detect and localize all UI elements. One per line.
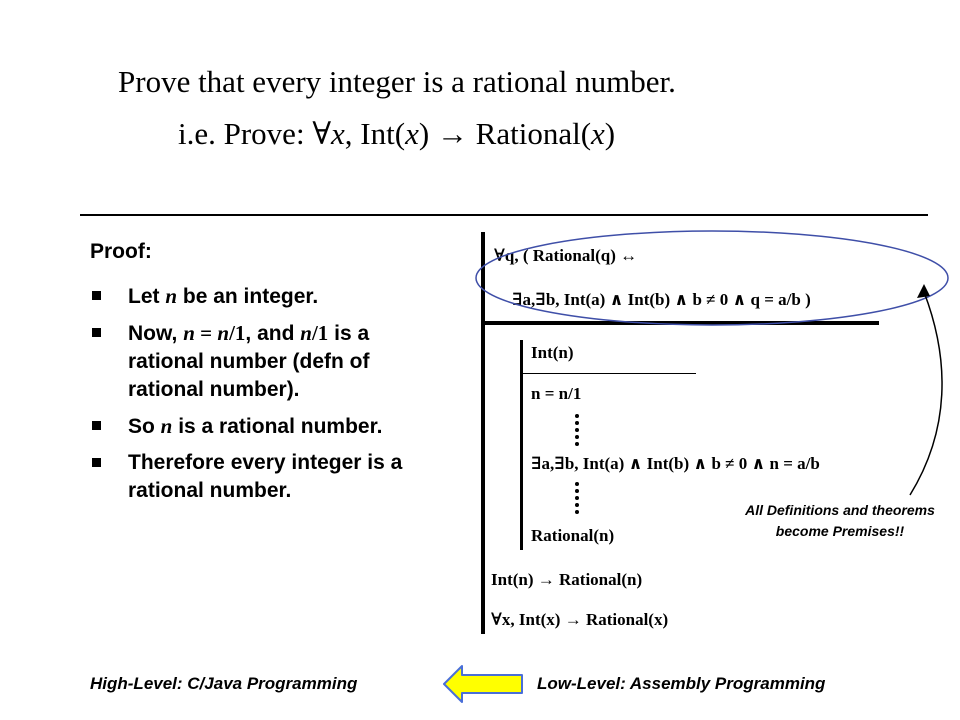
subtitle-prefix: i.e. Prove: <box>178 116 313 151</box>
annotation-arrow <box>900 280 960 500</box>
forall-symbol: ∀ <box>312 116 332 151</box>
footer-left-label: High-Level: C/Java Programming <box>90 674 358 693</box>
bullet-square-icon <box>92 291 101 300</box>
proof-bullet: Let n be an integer. <box>90 282 430 311</box>
bullet-square-icon <box>92 458 101 467</box>
proof-bullet: So n is a rational number. <box>90 412 430 441</box>
proof-heading: Proof: <box>90 240 152 263</box>
title-divider <box>80 214 928 216</box>
proof-bullet: Now, n = n/1, and n/1 is a rational number (defn of rational number). <box>90 319 430 404</box>
assumption-divider <box>522 373 696 374</box>
derivation-step: ∃a,∃b, Int(a) ∧ Int(b) ∧ b ≠ 0 ∧ n = a/b <box>531 454 820 473</box>
vertical-ellipsis-icon <box>575 414 579 449</box>
slide-title: Prove that every integer is a rational number. <box>118 64 676 99</box>
premise-ellipse <box>472 226 956 334</box>
assumption-line: Int(n) <box>531 343 574 362</box>
derivation-step: n = n/1 <box>531 384 582 403</box>
premise-line: ∃a,∃b, Int(a) ∧ Int(b) ∧ b ≠ 0 ∧ q = a/b ) <box>512 290 811 309</box>
slide-subtitle <box>178 116 615 152</box>
subtitle-text: , Int( <box>344 116 406 151</box>
derivation-step: Rational(n) <box>531 526 615 545</box>
left-arrow-icon <box>442 664 524 704</box>
proof-bullet-list <box>90 282 430 513</box>
conclusion-line: Int(n) → Rational(n) <box>491 570 643 589</box>
vertical-ellipsis-icon <box>575 482 579 517</box>
bullet-square-icon <box>92 328 101 337</box>
subtitle-var: x <box>405 116 419 151</box>
proof-bullet: Therefore every integer is a rational number. <box>90 449 430 505</box>
subproof-bar <box>520 340 523 550</box>
subtitle-var: x <box>331 116 345 151</box>
arrow-symbol: → <box>436 116 468 151</box>
subtitle-text: ) <box>418 116 437 151</box>
conclusion-line: ∀x, Int(x) → Rational(x) <box>491 610 669 629</box>
footer-right-label: Low-Level: Assembly Programming <box>537 674 826 693</box>
subtitle-text: Rational( <box>467 116 592 151</box>
subtitle-var: x <box>591 116 605 151</box>
premise-line: ∀q, ( Rational(q) ↔ <box>494 246 638 265</box>
subtitle-text: ) <box>604 116 616 151</box>
bullet-square-icon <box>92 421 101 430</box>
annotation-note: All Definitions and theorems become Premises!! <box>745 502 935 539</box>
